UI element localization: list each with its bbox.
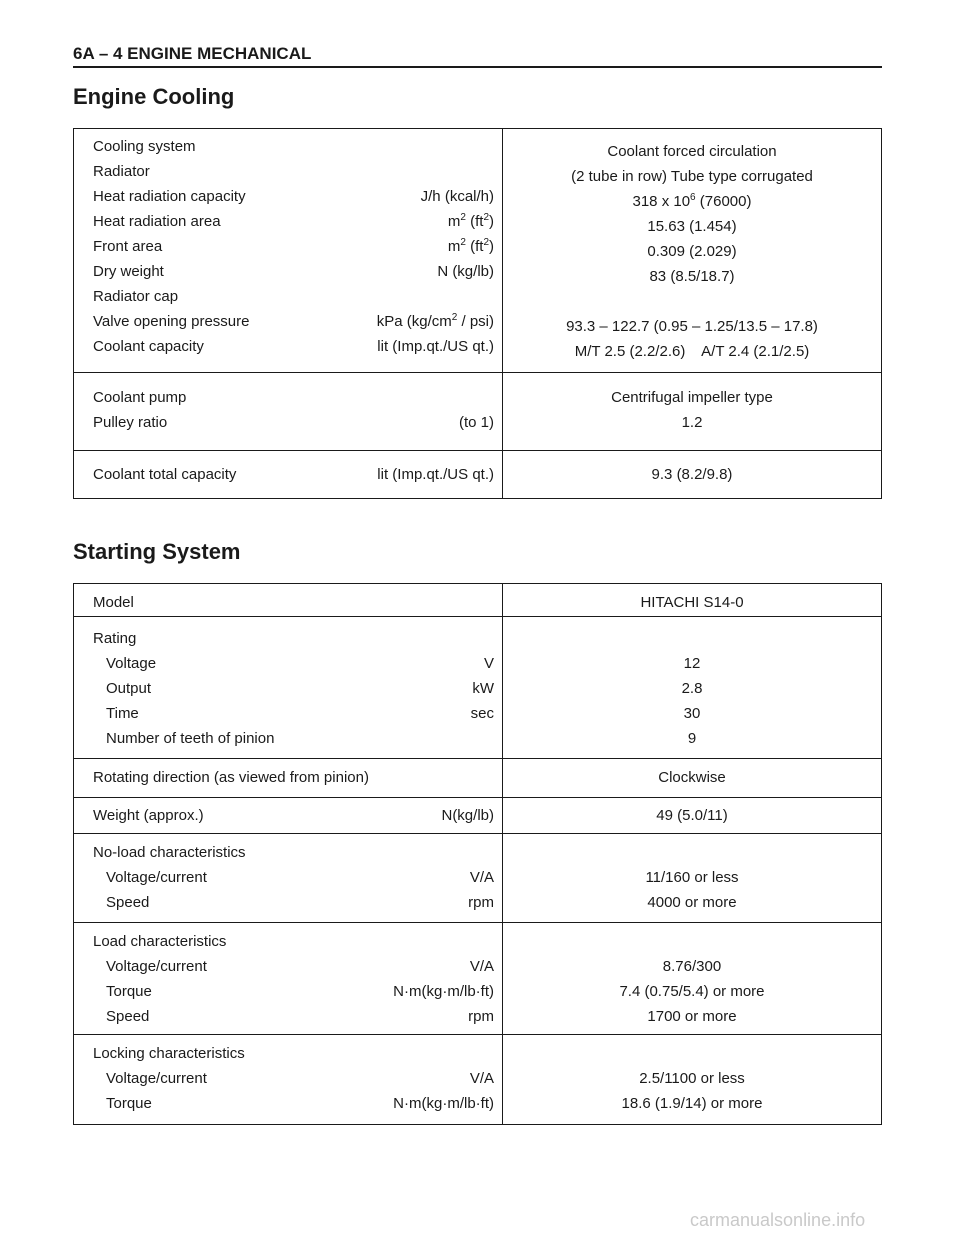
rating-voltage-value: 12 [683,655,701,672]
table-row [74,451,882,499]
watermark: carmanualsonline.info [690,1210,866,1230]
weight-label-row: Weight (approx.) N(kg/lb) [93,807,494,824]
rating-output-value: 2.8 [681,680,703,697]
front-area-value: 0.309 (2.029) [647,243,737,260]
dry-weight-value: 83 (8.5/18.7) [649,268,735,285]
table-row [74,798,882,834]
model-label-cell [74,584,503,617]
total-capacity-label-cell [74,451,503,499]
locking-torque-value: 18.6 (1.9/14) or more [621,1095,763,1112]
pulley-ratio-label-row: Pulley ratio (to 1) [93,414,494,431]
table-row [74,1035,882,1125]
load-torque-value: 7.4 (0.75/5.4) or more [619,983,765,1000]
rating-teeth-row: Number of teeth of pinion [106,730,275,747]
rating-label: Rating [93,630,137,647]
cooling-system-value: Coolant forced circulation [607,143,777,160]
noload-vc-value: 11/160 or less [645,869,739,886]
radiator-cap-label-row: Radiator cap [93,288,179,305]
coolant-pump-label-row: Coolant pump [93,389,187,406]
noload-labels [74,834,503,923]
rating-output-row: Output kW [106,680,494,697]
load-speed-row: Speed rpm [106,1008,494,1025]
rotation-label-cell [74,759,503,798]
total-capacity-label-row: Coolant total capacity lit (Imp.qt./US qt.) [93,466,494,483]
heat-capacity-value: 318 x $10^6$ (76000) [632,192,752,210]
engine-cooling-table [73,128,882,499]
valve-pressure-label-row: Valve opening pressure kPa $(kg/cm^2 / psi)$ [93,309,494,334]
weight-label-cell [74,798,503,834]
coolant-capacity-label-row: Coolant capacity lit (Imp.qt./US qt.) [93,338,494,355]
noload-label: No-load characteristics [93,844,246,861]
load-labels [74,923,503,1035]
rating-time-value: 30 [683,705,701,722]
heat-capacity-label-row: Heat radiation capacity J/h (kcal/h) [93,188,494,205]
load-vc-value: 8.76/300 [662,958,722,975]
locking-vc-value: 2.5/1100 or less [639,1070,745,1087]
model-value-cell [503,584,882,617]
pump-values [503,373,882,451]
load-vc-row: Voltage/current V/A [106,958,494,975]
model-label: Model [93,594,134,611]
model-value: HITACHI S14-0 [640,594,744,611]
table-row [74,834,882,923]
cooling-spec-values [503,129,882,373]
noload-vc-row: Voltage/current V/A [106,869,494,886]
page-header [73,44,882,68]
locking-labels [74,1035,503,1125]
load-values [503,923,882,1035]
load-speed-value: 1700 or more [647,1008,737,1025]
noload-speed-row: Speed rpm [106,894,494,911]
rotation-value-cell [503,759,882,798]
coolant-capacity-value: M/T 2.5 (2.2/2.6) A/T 2.4 (2.1/2.5) [574,343,810,360]
locking-torque-row: Torque N·m(kg·m/lb·ft) [106,1095,494,1112]
locking-vc-row: Voltage/current V/A [106,1070,494,1087]
rotation-label: Rotating direction (as viewed from pinion) [93,769,369,786]
radiator-label-row: Radiator [93,163,150,180]
section-title-starting-system: Starting System [73,539,241,564]
locking-label: Locking characteristics [93,1045,245,1062]
cooling-spec-labels [74,129,503,373]
load-label: Load characteristics [93,933,227,950]
table-row [74,373,882,451]
weight-value: 49 (5.0/11) [656,807,728,824]
rating-values [503,617,882,759]
radiator-value: (2 tube in row) Tube type corrugated [571,168,813,185]
noload-speed-value: 4000 or more [647,894,737,911]
heat-area-value: 15.63 (1.454) [647,218,737,235]
locking-values [503,1035,882,1125]
weight-value-cell [503,798,882,834]
heat-area-label-row: Heat radiation area $m^2$ $(ft^2)$ [93,209,494,234]
total-capacity-value-cell [503,451,882,499]
cooling-system-label-row: Cooling system [93,138,196,155]
front-area-unit: $m^2$ $(ft^2)$ [447,237,494,255]
coolant-pump-value: Centrifugal impeller type [611,389,773,406]
table-row [74,923,882,1035]
rotation-value: Clockwise [658,769,726,786]
table-row [74,759,882,798]
dry-weight-label-row: Dry weight N (kg/lb) [93,263,494,280]
load-torque-row: Torque N·m(kg·m/lb·ft) [106,983,494,1000]
page-header-title: 6A – 4 ENGINE MECHANICAL [73,44,312,63]
section-title-engine-cooling: Engine Cooling [73,84,235,109]
pump-labels [74,373,503,451]
starting-system-table [73,583,882,1125]
table-row [74,129,882,373]
radiator-cap-value [503,289,881,314]
rating-voltage-row: Voltage V [106,655,494,672]
valve-pressure-value: 93.3 – 122.7 (0.95 – 1.25/13.5 – 17.8) [566,318,818,335]
pulley-ratio-value: 1.2 [681,414,703,431]
rating-teeth-value: 9 [687,730,697,747]
valve-pressure-unit: kPa $(kg/cm^2 / psi)$ [376,312,494,330]
heat-area-unit: $m^2$ $(ft^2)$ [447,212,494,230]
noload-values [503,834,882,923]
rating-time-row: Time sec [106,705,494,722]
front-area-label-row: Front area $m^2$ $(ft^2)$ [93,234,494,259]
table-row [74,584,882,617]
total-capacity-value: 9.3 (8.2/9.8) [651,466,733,483]
rating-labels [74,617,503,759]
table-row [74,617,882,759]
